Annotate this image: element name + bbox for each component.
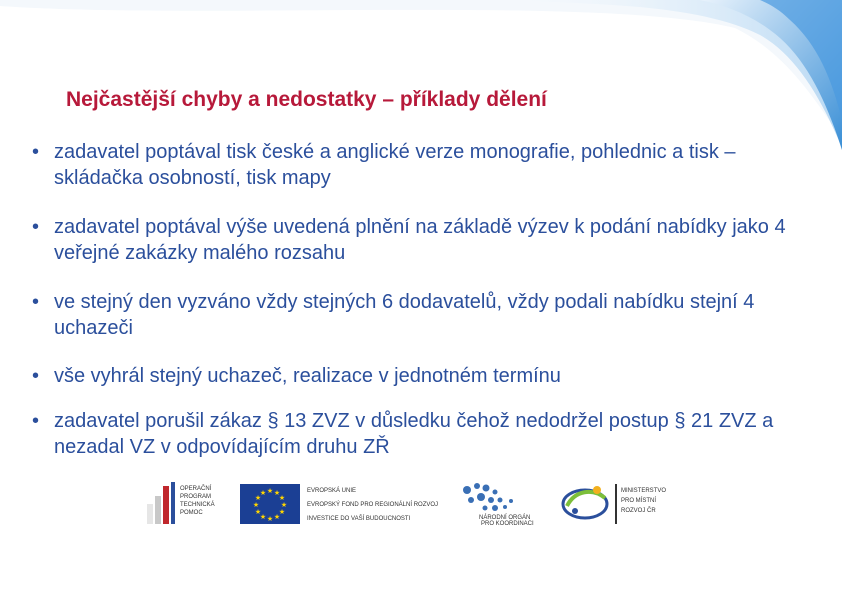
header-swoosh: [0, 0, 842, 160]
nok-line: PRO KOORDINACI: [481, 521, 534, 527]
svg-text:★: ★: [280, 501, 288, 509]
mmr-logo: [563, 484, 666, 524]
eu-flag-icon: [240, 484, 300, 524]
bullet-marker: •: [32, 410, 40, 432]
nok-line: NÁRODNÍ ORGÁN: [479, 515, 531, 521]
svg-text:★: ★: [273, 513, 281, 521]
slide-title: Nejčastější chyby a nedostatky – příklady dělení: [66, 88, 547, 111]
bullet-item: [32, 214, 822, 266]
svg-text:★: ★: [254, 494, 262, 502]
mmr-line: ROZVOJ ČR: [621, 508, 656, 514]
svg-text:★: ★: [273, 489, 281, 497]
bullet-marker: •: [32, 365, 40, 387]
optp-line: POMOC: [180, 510, 203, 516]
mmr-line: PRO MÍSTNÍ: [621, 498, 657, 504]
logo-strip: [145, 478, 705, 528]
mmr-line: MINISTERSTVO: [621, 488, 667, 494]
bullet-marker: •: [32, 291, 40, 313]
bullet-item: [32, 289, 822, 341]
optp-line: TECHNICKÁ: [180, 502, 215, 508]
bullet-marker: •: [32, 141, 40, 163]
optp-logo: [147, 482, 215, 524]
bullet-text: zadavatel porušil zákaz § 13 ZVZ v důsledku čehož nedodržel postup § 21 ZVZ a nezadal VZ v odpovídajícím druhu ZŘ: [54, 410, 774, 458]
bullet-item: [32, 139, 822, 191]
bullet-text: ve stejný den vyzváno vždy stejných 6 dodavatelů, vždy podali nabídku stejní 4 uchazeči: [54, 291, 755, 339]
optp-line: PROGRAM: [180, 494, 212, 500]
svg-text:★: ★: [259, 513, 267, 521]
bullet-text: zadavatel poptával výše uvedená plnění na základě výzev k podání nabídky jako 4 veřejné zakázky malého rozsahu: [54, 216, 786, 264]
svg-text:★: ★: [278, 494, 286, 502]
bullet-item: [32, 363, 561, 389]
bullet-text: zadavatel poptával tisk české a anglické verze monografie, pohlednic a tisk – skládačka osobností, tisk mapy: [54, 141, 736, 189]
svg-text:★: ★: [259, 489, 267, 497]
svg-text:★: ★: [254, 508, 262, 516]
svg-text:★: ★: [278, 508, 286, 516]
nok-logo: [463, 483, 534, 527]
eu-line: EVROPSKÁ UNIE: [307, 488, 357, 494]
eu-text: [307, 487, 438, 522]
bullet-item: [32, 408, 822, 460]
svg-text:★: ★: [266, 487, 274, 495]
bullet-marker: •: [32, 216, 40, 238]
eu-line: EVROPSKÝ FOND PRO REGIONÁLNÍ ROZVOJ: [307, 502, 439, 508]
bullet-text: vše vyhrál stejný uchazeč, realizace v jednotném termínu: [54, 365, 561, 387]
optp-line: OPERAČNÍ: [180, 486, 212, 492]
svg-text:★: ★: [252, 501, 260, 509]
svg-text:★: ★: [266, 515, 274, 523]
eu-line: INVESTICE DO VAŠÍ BUDOUCNOSTI: [307, 516, 411, 522]
